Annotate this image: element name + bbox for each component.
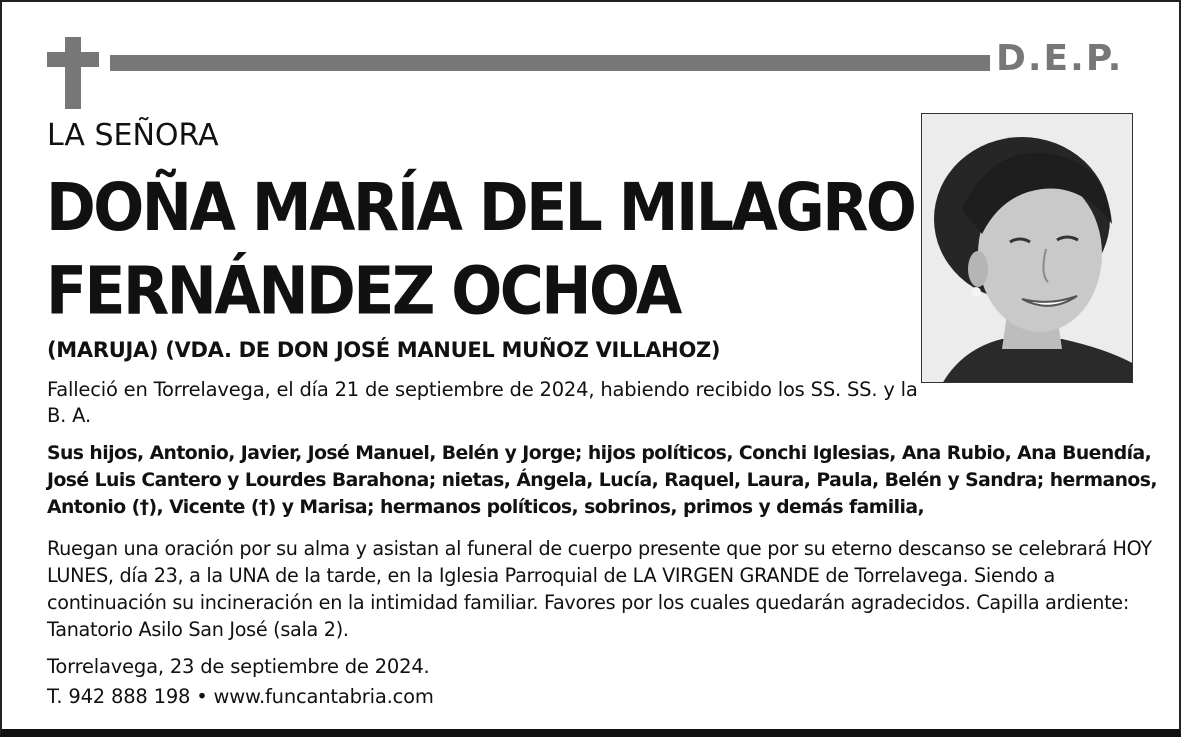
family-list: Sus hijos, Antonio, Javier, José Manuel, Belén y Jorge; hijos políticos, Conchi Iglesias, Ana Rubio, Ana Buendía, José Luis Cantero y Lourdes Barahona; nietas, Ángela, Lucía, Raquel, Laura, Paula, Belén y Sandra; hermanos, Antonio (†), Vicente (†) y Marisa; hermanos políticos, sobrinos, primos y demás familia, (47, 443, 1157, 518)
death-notice: Falleció en Torrelavega, el día 21 de septiembre de 2024, habiendo recibido los SS. SS. y la B. A. (47, 378, 918, 427)
contact-line: T. 942 888 198 • www.funcantabria.com (47, 685, 434, 708)
latin-cross-icon (47, 37, 99, 109)
portrait-photo (921, 113, 1133, 383)
deceased-name (46, 166, 915, 333)
intro-label: LA SEÑORA (47, 118, 219, 153)
name-line-2: FERNÁNDEZ OCHOA (46, 252, 680, 330)
dep-badge: D.E.P. (996, 38, 1124, 79)
header-rule (110, 55, 990, 71)
alias-line: (MARUJA) (VDA. DE DON JOSÉ MANUEL MUÑOZ VILLAHOZ) (47, 338, 721, 362)
funeral-details: Ruegan una oración por su alma y asistan al funeral de cuerpo presente que por su eterno descanso se celebrará HOY LUNES, día 23, a la UNA de la tarde, en la Iglesia Parroquial de LA VIRGEN GRANDE de Torrelavega. Siendo a continuación su incineración en la intimidad familiar. Favores por los cuales quedarán agradecidos. Capilla ardiente: Tanatorio Asilo San José (sala 2). (47, 537, 1152, 641)
name-line-1: DOÑA MARÍA DEL MILAGRO (46, 169, 915, 247)
place-date: Torrelavega, 23 de septiembre de 2024. (47, 655, 430, 678)
portrait-illustration (922, 114, 1133, 383)
